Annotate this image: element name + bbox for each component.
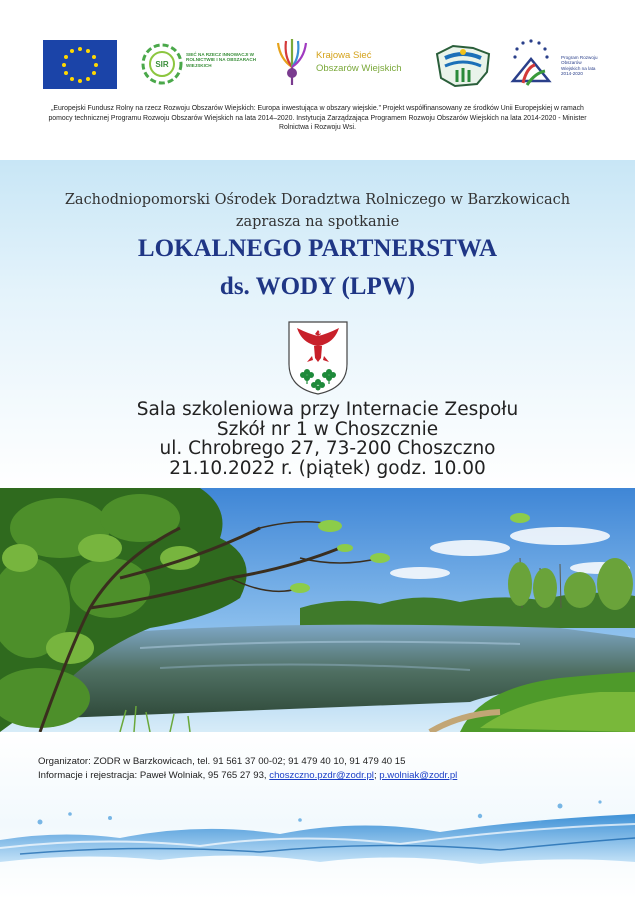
invite-line: zaprasza na spotkanie xyxy=(235,214,400,230)
siec-logo-text: SIEĆ NA RZECZ INNOWACJI W ROLNICTWIE I NA OBSZARACH WIEJSKICH xyxy=(186,52,257,68)
zachodniopomorskie-logo-icon xyxy=(433,40,493,90)
venue-line-3: ul. Chrobrego 27, 73-200 Choszczno xyxy=(159,438,496,459)
svg-text:SIR: SIR xyxy=(155,60,169,69)
eu-flag-icon xyxy=(43,40,117,89)
river-landscape-photo xyxy=(0,488,635,732)
siec-logo xyxy=(140,39,260,89)
ksow-logo-line2: Obszarów Wiejskich xyxy=(316,63,402,74)
venue-line-2: Szkół nr 1 w Choszcznie xyxy=(216,418,439,440)
water-splash-decoration xyxy=(0,792,635,899)
ksow-logo-line1: Krajowa Sieć xyxy=(316,50,372,61)
email-separator: ; xyxy=(373,770,380,781)
event-title-line1: LOKALNEGO PARTNERSTWA xyxy=(137,235,498,262)
venue-block xyxy=(60,400,595,478)
funding-statement: „Europejski Fundusz Rolny na rzecz Rozwoju Obszarów Wiejskich: Europa inwestująca w obszary wiejskie.” Projekt współfinansowany ze środków Unii Europejskiej w ramach pomocy technicznej Programu Rozwoju Obszarów Wiejskich na lata 2014–2020. Instytucja Zarządzająca Programem Rozwoju Obszarów Wiejskich na lata 2014-2020 - Minister Rolnictwa i Rozwoju Wsi. xyxy=(48,105,587,131)
header-logos xyxy=(0,0,635,160)
registration-info-line xyxy=(38,770,457,781)
email-link-wolniak[interactable]: p.wolniak@zodr.pl xyxy=(379,770,458,781)
coat-of-arms-icon xyxy=(287,320,349,396)
invitation-section xyxy=(0,160,635,490)
venue-line-1: Sala szkoleniowa przy Internacie Zespołu xyxy=(136,399,519,420)
email-link-choszczno[interactable]: choszczno.pzdr@zodr.pl xyxy=(269,770,374,781)
contact-footer xyxy=(0,732,635,899)
venue-line-4: 21.10.2022 r. (piątek) godz. 10.00 xyxy=(169,457,486,479)
organizer-heading: Zachodniopomorski Ośrodek Doradztwa Rolniczego w Barzkowicach xyxy=(64,192,571,208)
ksow-logo xyxy=(270,37,420,91)
organizer-contact-line: Organizator: ZODR w Barzkowicach, tel. 91 561 37 00-02; 91 479 40 10, 91 479 40 15 xyxy=(38,756,406,767)
registration-info-text: Informacje i rejestracja: Paweł Wolniak, 95 765 27 93, xyxy=(38,770,270,781)
prow-logo xyxy=(505,37,600,93)
event-title-line2: ds. WODY (LPW) xyxy=(219,273,416,300)
prow-logo-text: Program Rozwoju Obszarów Wiejskich na lata 2014-2020 xyxy=(561,55,598,76)
